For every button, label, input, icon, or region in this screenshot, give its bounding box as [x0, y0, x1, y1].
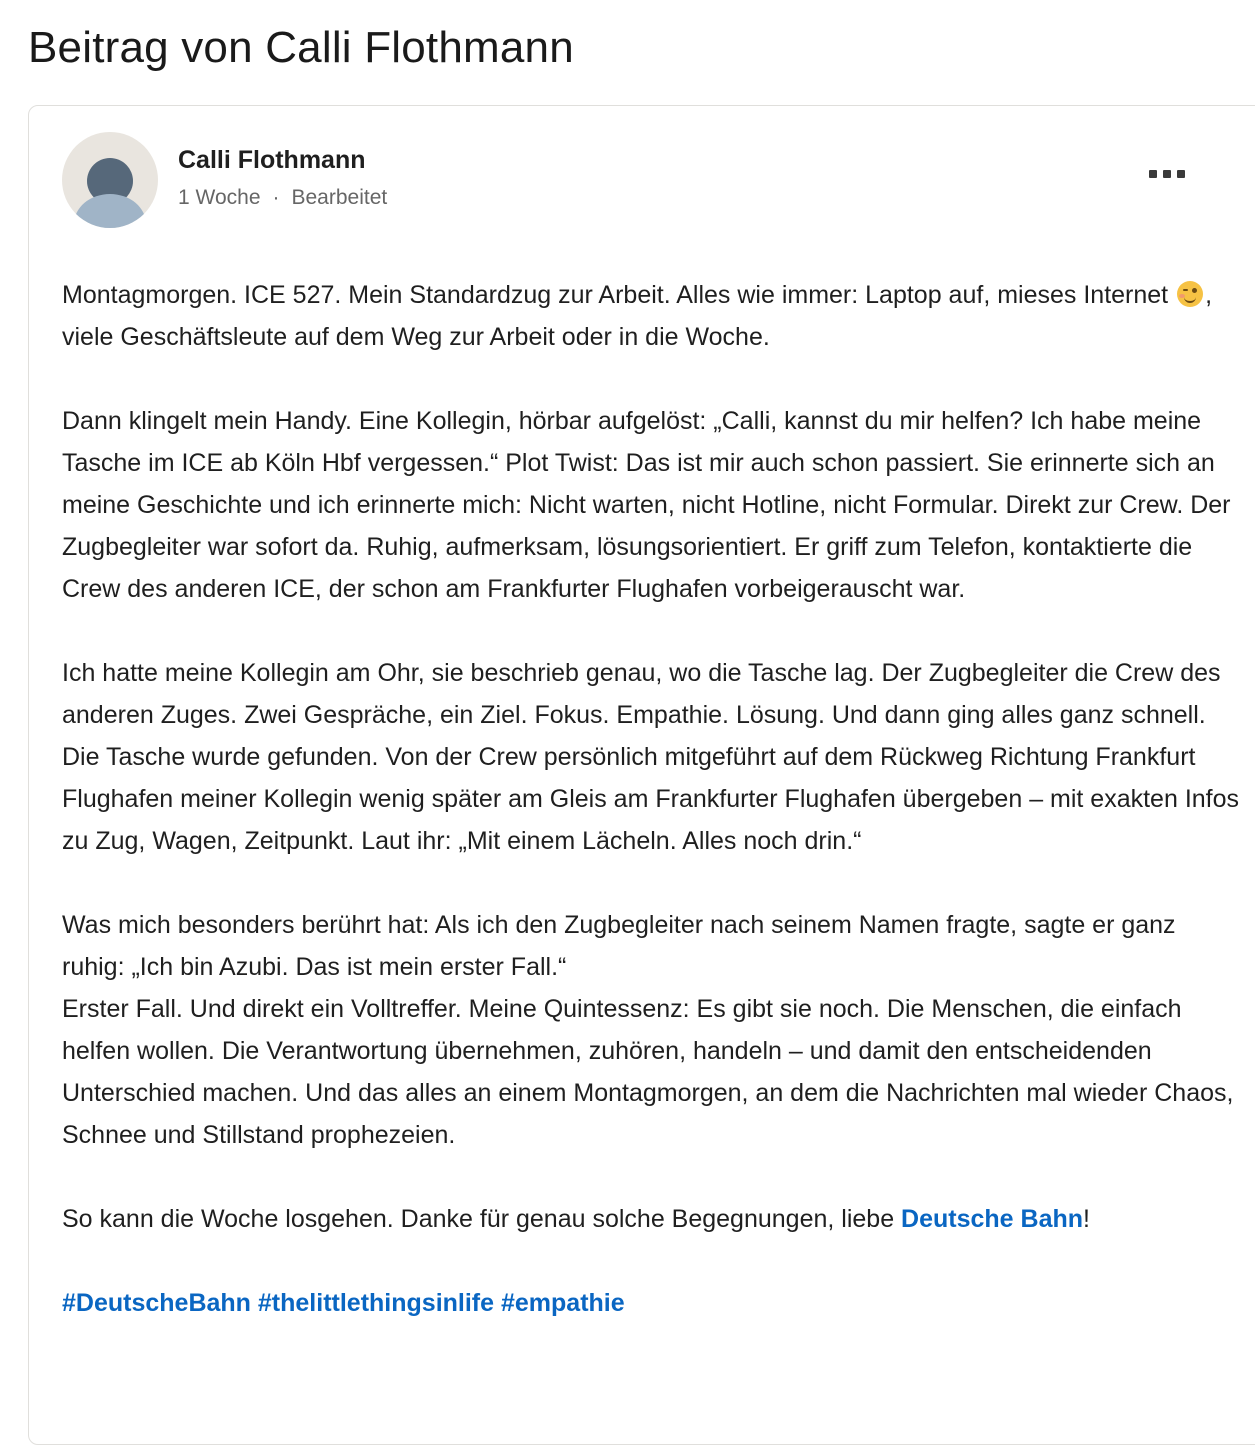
paragraph-4a: Was mich besonders berührt hat: Als ich den Zugbegleiter nach seinem Namen fragte, sagte er ganz ruhig: „Ich bin Azubi. Das ist mein erster Fall.“ [62, 911, 1176, 981]
post-meta [178, 184, 387, 212]
hashtag-link[interactable]: #empathie [500, 1289, 625, 1317]
more-options-button[interactable] [1137, 154, 1197, 194]
meta-separator: · [272, 186, 280, 209]
more-options-icon-dot [1177, 170, 1185, 178]
hashtag-link[interactable]: #thelittlethingsinlife [257, 1289, 495, 1317]
paragraph-1-text-a: Montagmorgen. ICE 527. Mein Standardzug zur Arbeit. Alles wie immer: Laptop auf, mieses Internet [62, 281, 1176, 309]
more-options-icon [1149, 170, 1157, 178]
edited-label: Bearbeitet [291, 186, 388, 209]
paragraph-1-text-b: , viele Geschäftsleute auf dem Weg zur Arbeit oder in die Woche. [62, 281, 1213, 351]
post-content [62, 274, 1242, 1324]
paragraph-5 [62, 1198, 1242, 1240]
hashtags [62, 1282, 1242, 1324]
paragraph-2: Dann klingelt mein Handy. Eine Kollegin, hörbar aufgelöst: „Calli, kannst du mir helfen? Ich habe meine Tasche im ICE ab Köln Hbf vergessen.“ Plot Twist: Das ist mir auch schon passiert. Sie erinnerte sich an meine Geschichte und ich erinnerte mich: Nicht warten, nicht Hotline, nicht Formular. Direkt zur Crew. Der Zugbegleiter war sofort da. Ruhig, aufmerksam, lösungsorientiert. Er griff zum Telefon, kontaktierte die Crew des anderen ICE, der schon am Frankfurter Flughafen vorbeigerauscht war. [62, 407, 1231, 603]
paragraph-1 [62, 274, 1242, 358]
deutsche-bahn-mention-link[interactable]: Deutsche Bahn [901, 1205, 1084, 1233]
avatar[interactable] [62, 132, 158, 228]
author-name[interactable]: Calli Flothmann [178, 146, 366, 174]
hashtag-link[interactable]: #DeutscheBahn [62, 1289, 251, 1317]
avatar-body-shape [74, 194, 146, 228]
winking-face-emoji-icon [1177, 281, 1203, 307]
more-options-icon-dot [1163, 170, 1171, 178]
post-card [28, 105, 1255, 1445]
paragraph-3: Ich hatte meine Kollegin am Ohr, sie beschrieb genau, wo die Tasche lag. Der Zugbegleiter die Crew des anderen Zuges. Zwei Gespräche, ein Ziel. Fokus. Empathie. Lösung. Und dann ging alles ganz schnell. Die Tasche wurde gefunden. Von der Crew persönlich mitgeführt auf dem Rückweg Richtung Frankfurt Flughafen meiner Kollegin wenig später am Gleis am Frankfurter Flughafen übergeben – mit exakten Infos zu Zug, Wagen, Zeitpunkt. Laut ihr: „Mit einem Lächeln. Alles noch drin.“ [62, 659, 1240, 855]
paragraph-5-end: ! [1083, 1205, 1090, 1233]
page-title: Beitrag von Calli Flothmann [28, 23, 574, 72]
post-time: 1 Woche [178, 186, 261, 209]
paragraph-4b: Erster Fall. Und direkt ein Volltreffer. Meine Quintessenz: Es gibt sie noch. Die Menschen, die einfach helfen wollen. Die Verantwortung übernehmen, zuhören, handeln – und damit den entscheidenden Unterschied machen. Und das alles an einem Montagmorgen, an dem die Nachrichten mal wieder Chaos, Schnee und Stillstand prophezeien. [62, 995, 1234, 1149]
paragraph-5-text: So kann die Woche losgehen. Danke für genau solche Begegnungen, liebe [62, 1205, 902, 1233]
